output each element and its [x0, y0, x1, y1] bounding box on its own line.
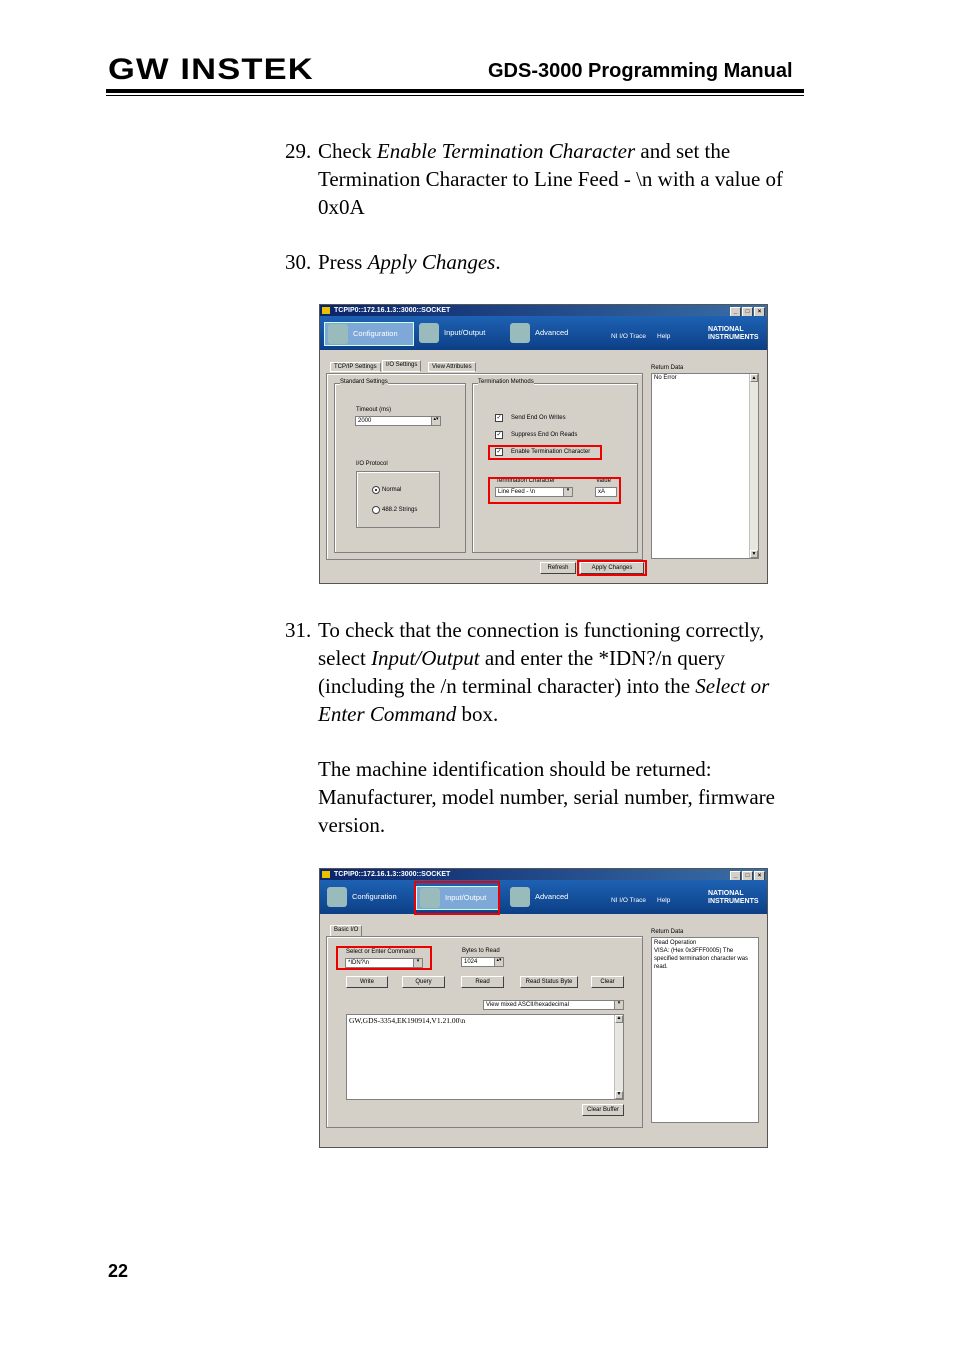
gear-icon: [510, 887, 530, 907]
configuration-icon: [327, 887, 347, 907]
step-30-text: Press Apply Changes.: [318, 250, 501, 274]
refresh-button[interactable]: Refresh: [540, 562, 576, 574]
step-number: 29.: [285, 139, 312, 163]
step-29-text: Check Enable Termination Character and set the Termination Character to Line Feed - \n with a value of 0x0A: [318, 139, 784, 219]
suppress-end-checkbox[interactable]: ✓: [496, 432, 502, 438]
488-radio[interactable]: [372, 506, 380, 514]
maximize-icon[interactable]: □: [742, 307, 753, 317]
app-icon: [322, 871, 330, 878]
return-data-area[interactable]: Read Operation VISA: (Hex 0x3FFF0005) The specified termination character was read.: [651, 937, 759, 1123]
configuration-button[interactable]: Configuration: [324, 886, 412, 908]
clear-button[interactable]: Clear: [591, 976, 624, 988]
send-end-checkbox[interactable]: ✓: [496, 415, 502, 421]
bytes-to-read-field[interactable]: 1024 ▴▾: [461, 957, 504, 967]
clear-buffer-button[interactable]: Clear Buffer: [582, 1104, 624, 1116]
spinner-icon[interactable]: ▴▾: [494, 958, 503, 966]
page-number: 22: [108, 1261, 129, 1281]
ni-logo: NATIONAL INSTRUMENTS: [708, 326, 759, 341]
close-icon[interactable]: ×: [754, 307, 765, 317]
io-protocol-label: I/O Protocol: [356, 461, 388, 467]
read-status-byte-button[interactable]: Read Status Byte: [520, 976, 578, 988]
configuration-button[interactable]: Configuration: [324, 322, 414, 346]
send-end-label: Send End On Writes: [511, 415, 566, 421]
suppress-end-label: Suppress End On Reads: [511, 432, 578, 438]
app-icon: [322, 307, 330, 314]
scroll-down-icon[interactable]: ▼: [616, 1092, 622, 1097]
normal-label: Normal: [382, 487, 402, 493]
return-data-label: Return Data: [651, 929, 684, 935]
tab-tcpip-settings[interactable]: TCP/IP Settings: [330, 362, 381, 372]
minimize-icon[interactable]: _: [730, 871, 741, 881]
488-label: 488.2 Strings: [382, 507, 418, 513]
chevron-down-icon[interactable]: ▾: [614, 1001, 623, 1009]
highlight-input-output: [414, 881, 500, 915]
close-icon[interactable]: ×: [754, 871, 765, 881]
timeout-field[interactable]: 2000 ▴▾: [355, 416, 441, 426]
scroll-down-icon[interactable]: ▼: [751, 551, 757, 557]
select-command-field[interactable]: *IDN?\n ▾: [345, 958, 423, 968]
maximize-icon[interactable]: □: [742, 871, 753, 881]
standard-settings-label: Standard Settings: [340, 379, 388, 385]
term-char-select[interactable]: Line Feed - \n ▾: [495, 487, 573, 497]
toolbar: [320, 316, 767, 350]
ni-io-trace-link[interactable]: NI I/O Trace: [611, 897, 647, 904]
normal-radio[interactable]: [372, 486, 380, 494]
tab-view-attributes[interactable]: View Attributes: [428, 362, 476, 372]
input-output-button[interactable]: Input/Output: [416, 322, 498, 344]
tab-io-settings[interactable]: I/O Settings: [382, 360, 421, 372]
ni-io-trace-link[interactable]: NI I/O Trace: [611, 333, 647, 340]
configuration-icon: [328, 324, 348, 344]
monitor-icon: [419, 323, 439, 343]
identification-paragraph: The machine identification should be returned: Manufacturer, model number, serial number, firmware version.: [318, 757, 775, 837]
response-area[interactable]: GW,GDS-3354,EK190914,V1.21.00\n ▲ ▼: [346, 1014, 624, 1100]
help-link[interactable]: Help: [657, 333, 671, 340]
window-title: TCPIP0::172.16.1.3::3000::SOCKET _ □ ×: [320, 305, 767, 316]
minimize-icon[interactable]: _: [730, 307, 741, 317]
step-number: 30.: [285, 250, 312, 274]
scroll-up-icon[interactable]: ▲: [751, 375, 757, 381]
highlight-enable-term: [488, 445, 602, 460]
return-data-area[interactable]: No Error ▲ ▼: [651, 373, 759, 559]
highlight-apply: [577, 560, 647, 576]
term-char-label: Termination Character: [496, 478, 556, 484]
gw-instek-logo: GW INSTEK: [108, 53, 314, 86]
input-output-screenshot: [319, 868, 768, 1148]
step-number: 31.: [285, 618, 312, 642]
chevron-down-icon[interactable]: ▾: [413, 959, 422, 967]
advanced-button[interactable]: Advanced: [507, 886, 579, 908]
io-protocol-group: [356, 471, 440, 528]
scrollbar[interactable]: [614, 1015, 623, 1099]
query-button[interactable]: Query: [402, 976, 445, 988]
chevron-down-icon[interactable]: ▾: [563, 488, 572, 496]
enable-term-checkbox[interactable]: ✓: [496, 449, 502, 455]
scrollbar[interactable]: [749, 374, 758, 558]
highlight-term-char: [488, 477, 621, 504]
help-link[interactable]: Help: [657, 897, 671, 904]
write-button[interactable]: Write: [346, 976, 388, 988]
termination-methods-group: [472, 383, 638, 553]
value-field[interactable]: xA: [595, 487, 617, 497]
gear-icon: [510, 323, 530, 343]
select-command-label: Select or Enter Command: [346, 949, 416, 955]
termination-methods-label: Termination Methods: [478, 379, 534, 385]
toolbar: [320, 880, 767, 914]
header-rule: [106, 89, 804, 93]
highlight-command: [336, 946, 432, 970]
step-31-text: To check that the connection is functioning correctly, select Input/Output and enter the *IDN?/n query (including the /n terminal character) into the Select or Enter Command box.: [318, 618, 770, 726]
manual-title: GDS-3000 Programming Manual: [488, 60, 793, 82]
apply-changes-button[interactable]: Apply Changes: [580, 562, 644, 574]
return-data-label: Return Data: [651, 365, 684, 371]
input-output-button[interactable]: Input/Output: [416, 886, 500, 910]
enable-term-label: Enable Termination Character: [511, 449, 591, 455]
header-rule-thin: [106, 95, 804, 96]
spinner-icon[interactable]: ▴▾: [431, 417, 440, 425]
tab-basic-io[interactable]: Basic I/O: [330, 925, 362, 937]
view-mode-select[interactable]: View mixed ASCII/hexadecimal ▾: [483, 1000, 624, 1010]
ni-logo: NATIONAL INSTRUMENTS: [708, 890, 759, 905]
read-button[interactable]: Read: [461, 976, 504, 988]
timeout-label: Timeout (ms): [356, 407, 392, 413]
advanced-button[interactable]: Advanced: [507, 322, 579, 344]
value-label: Value: [596, 478, 611, 484]
window-title: TCPIP0::172.16.1.3::3000::SOCKET _ □ ×: [320, 869, 767, 880]
bytes-to-read-label: Bytes to Read: [462, 948, 500, 954]
io-settings-screenshot: [319, 304, 768, 584]
scroll-up-icon[interactable]: ▲: [616, 1016, 622, 1021]
